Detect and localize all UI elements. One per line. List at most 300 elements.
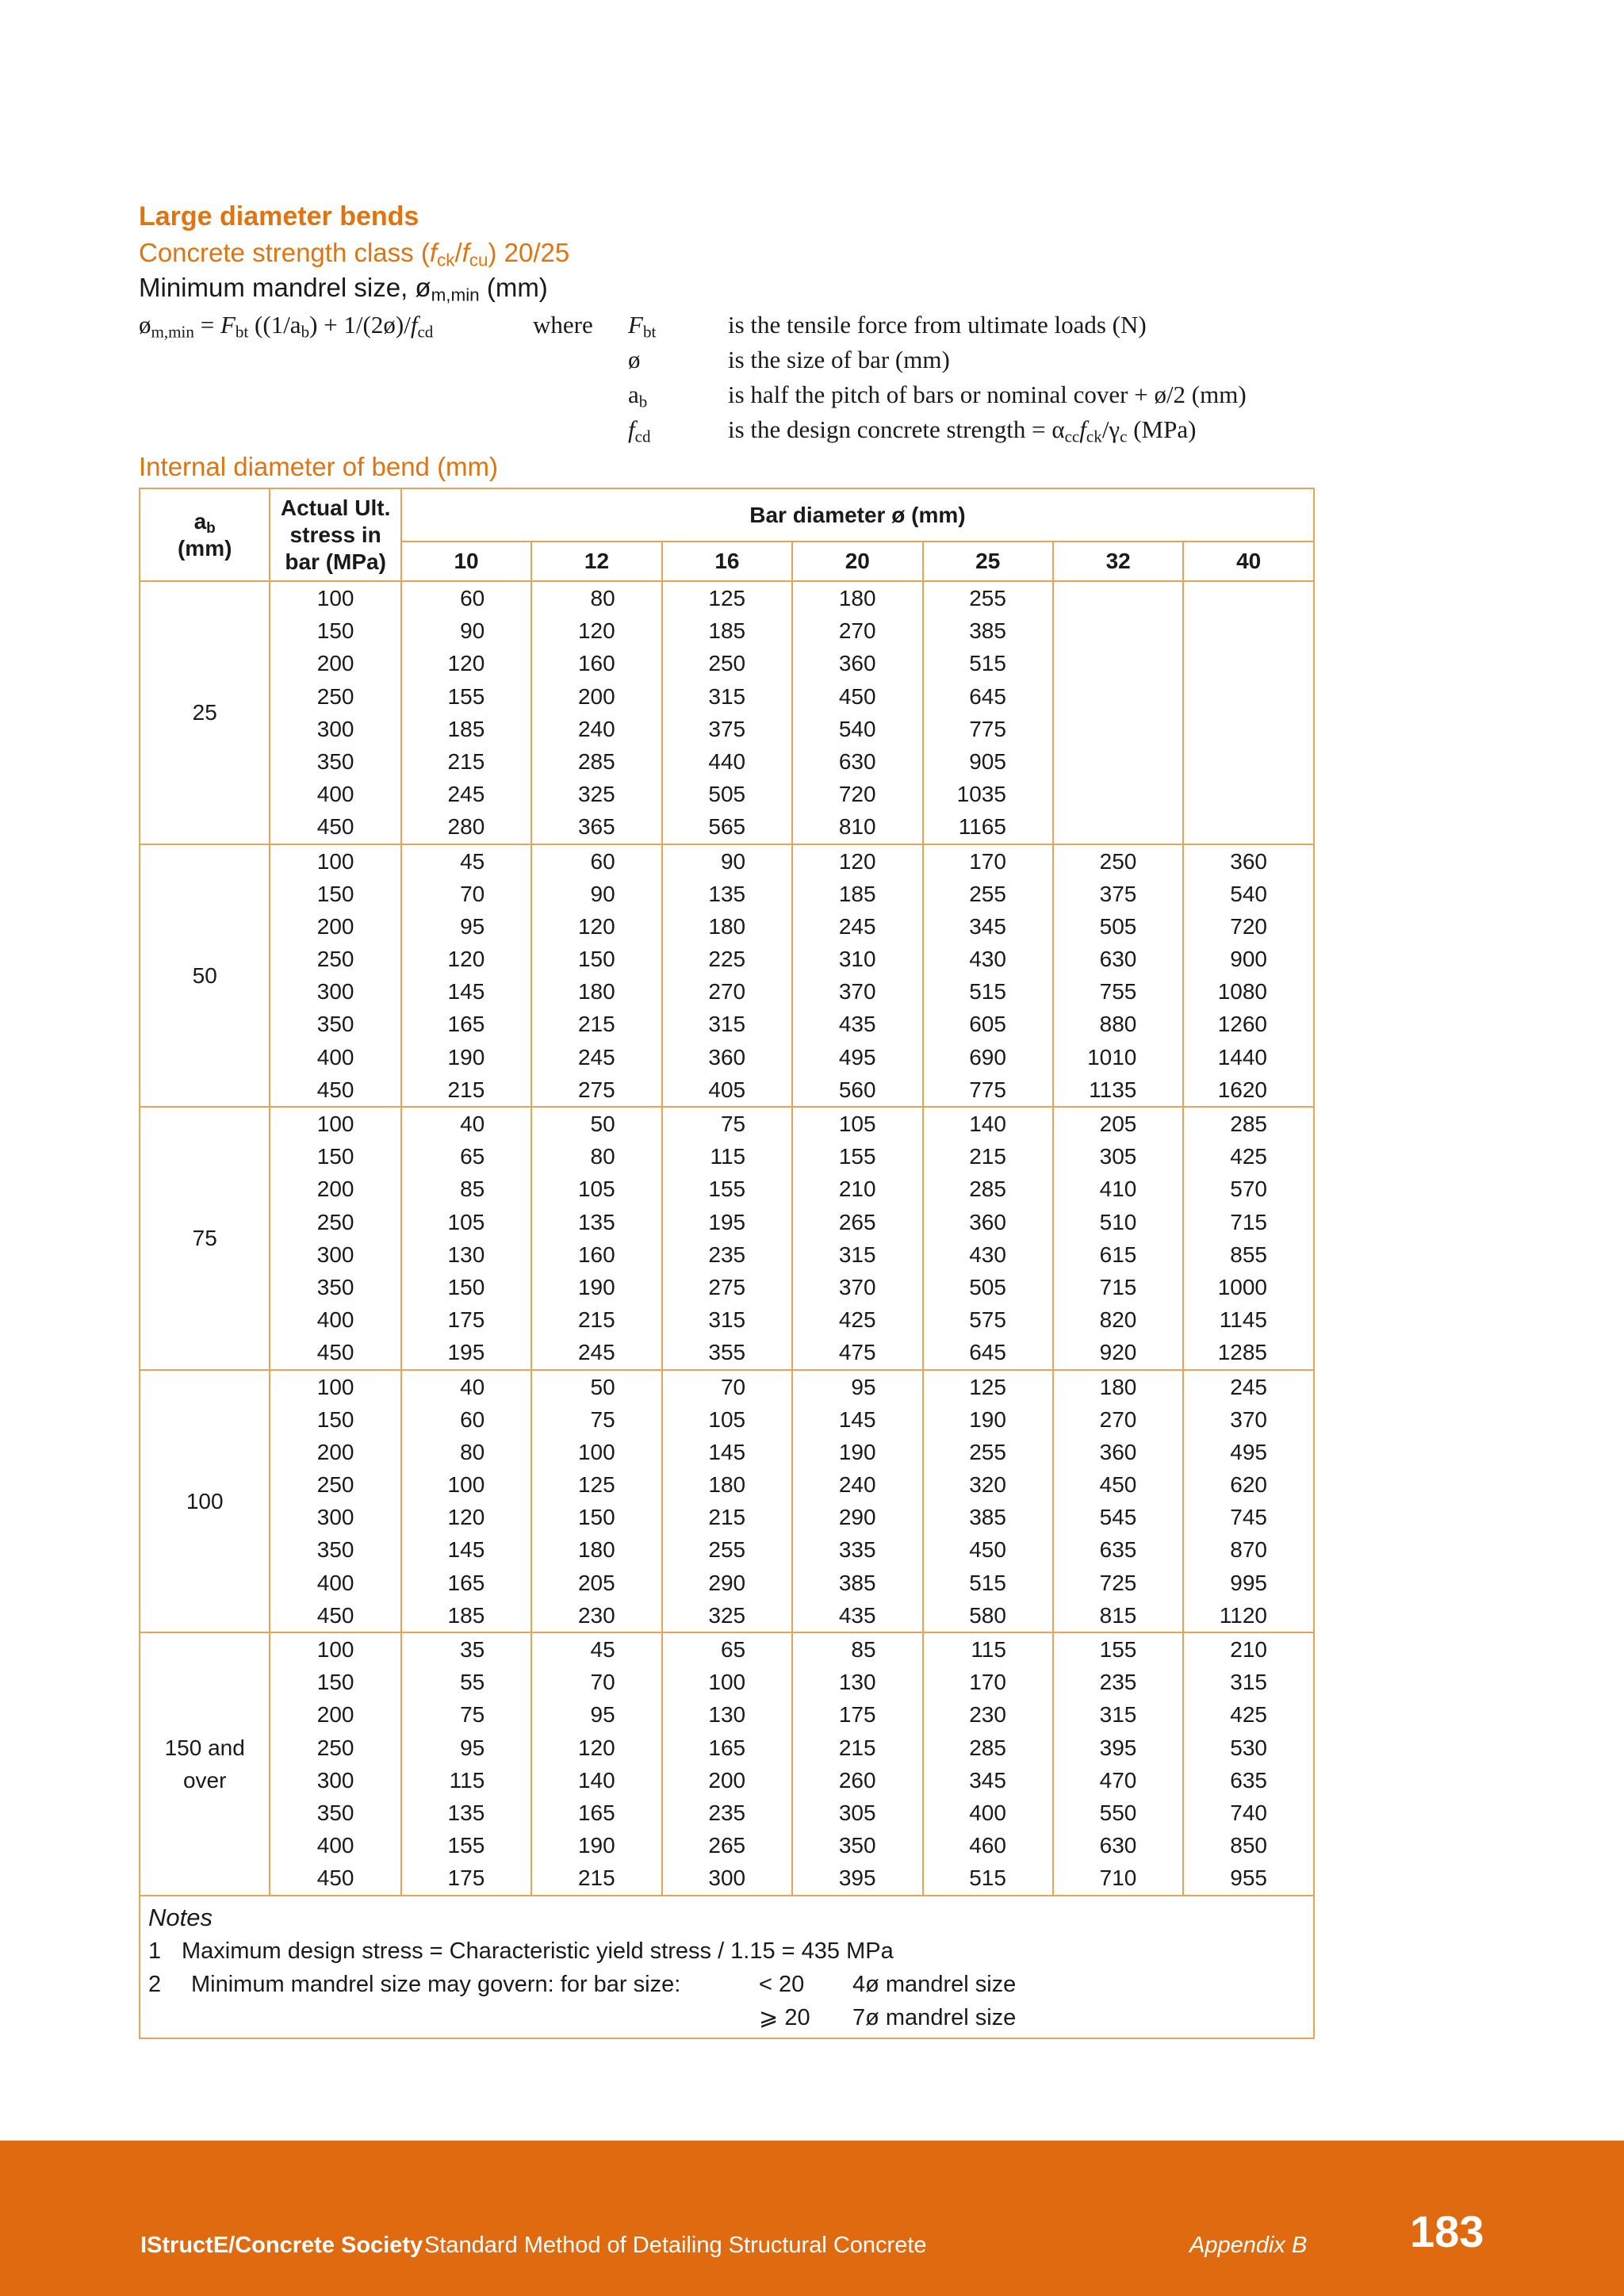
bend-values-cell xyxy=(401,1107,531,1370)
footer-org: IStructE/Concrete Society xyxy=(140,2233,423,2258)
stress-value: 400 xyxy=(316,1570,354,1595)
bend-value: 515 xyxy=(969,651,1006,676)
stress-value: 450 xyxy=(316,1340,354,1365)
bend-values-cell xyxy=(923,1632,1053,1896)
stress-value: 450 xyxy=(316,1866,354,1891)
bend-value: 60 xyxy=(460,1406,485,1432)
bend-value: 360 xyxy=(969,1209,1006,1234)
bend-value: 425 xyxy=(1230,1144,1267,1169)
bend-value: 140 xyxy=(969,1112,1006,1136)
note-2-cond2: ⩾ 20 xyxy=(759,2004,810,2030)
note-2-continued xyxy=(148,2001,1305,2034)
bend-value: 245 xyxy=(577,1340,615,1365)
stress-value: 450 xyxy=(316,1077,354,1102)
bend-value: 245 xyxy=(447,782,485,807)
bend-value: 285 xyxy=(1230,1112,1267,1136)
bend-value: 325 xyxy=(577,782,615,807)
group-ab-cell xyxy=(140,1107,270,1370)
bend-value: 470 xyxy=(1099,1767,1137,1793)
bend-value: 255 xyxy=(969,586,1006,610)
bend-value: 155 xyxy=(447,1833,485,1858)
bend-value: 315 xyxy=(1099,1702,1137,1728)
mandrel-formula xyxy=(139,311,434,342)
def-text-ab: is half the pitch of bars or nominal cover + ø/2 (mm) xyxy=(728,381,1247,408)
bend-value: 145 xyxy=(708,1439,746,1464)
mandrel-title-pre: Minimum mandrel size, ø xyxy=(139,273,431,302)
bend-value: 40 xyxy=(460,1112,485,1136)
def-text-sub2: ck xyxy=(1086,427,1102,446)
bend-value: 240 xyxy=(838,1472,876,1498)
bend-value: 120 xyxy=(577,913,615,939)
bend-value: 155 xyxy=(1099,1637,1137,1662)
header-ab-letter: a xyxy=(193,508,207,534)
bend-value: 260 xyxy=(838,1767,876,1793)
header-ab xyxy=(140,488,270,581)
stress-value: 300 xyxy=(316,1505,354,1530)
bend-value: 405 xyxy=(708,1077,746,1102)
bend-value: 315 xyxy=(838,1242,876,1267)
bend-value xyxy=(1184,582,1313,614)
bend-value: 1120 xyxy=(1219,1602,1267,1628)
bend-value: 370 xyxy=(838,979,876,1004)
bend-value: 360 xyxy=(1099,1439,1137,1464)
bend-values-cell xyxy=(1183,1107,1314,1370)
table-row xyxy=(140,844,1314,1108)
formula-F-sub: bt xyxy=(235,322,249,342)
bend-value: 215 xyxy=(969,1144,1006,1169)
bend-value: 375 xyxy=(1099,881,1137,906)
bend-value: 545 xyxy=(1099,1505,1137,1530)
bend-value: 460 xyxy=(969,1833,1006,1858)
bend-value: 140 xyxy=(577,1767,615,1793)
def-text-f: f xyxy=(1079,415,1086,443)
mandrel-size-title xyxy=(139,273,548,303)
bend-value: 65 xyxy=(460,1144,485,1169)
stress-value: 100 xyxy=(316,848,354,874)
bend-value: 315 xyxy=(708,1012,746,1037)
bend-value xyxy=(1184,614,1313,647)
bend-value xyxy=(1054,745,1182,778)
bend-values-cell xyxy=(531,1632,661,1896)
bend-value: 155 xyxy=(447,683,485,709)
bend-value: 630 xyxy=(1099,947,1137,972)
bend-value: 230 xyxy=(969,1702,1006,1728)
def-text-bar: is the size of bar (mm) xyxy=(728,346,950,373)
bend-value: 300 xyxy=(708,1866,746,1891)
bend-value: 130 xyxy=(447,1242,485,1267)
formula-f-sub: cd xyxy=(417,322,434,342)
bend-value: 630 xyxy=(1099,1833,1137,1858)
bend-value: 775 xyxy=(969,1077,1006,1102)
bend-value: 505 xyxy=(969,1274,1006,1299)
bend-value: 955 xyxy=(1230,1866,1267,1891)
bend-values-cell xyxy=(662,581,792,844)
def-text-end: (MPa) xyxy=(1127,415,1197,443)
bend-value: 185 xyxy=(447,1602,485,1628)
bend-value: 505 xyxy=(1099,913,1137,939)
bend-values-cell xyxy=(1053,1107,1183,1370)
bend-value: 130 xyxy=(838,1670,876,1695)
bend-value: 515 xyxy=(969,1570,1006,1595)
bend-value: 150 xyxy=(447,1274,485,1299)
note-2-text: Minimum mandrel size may govern: for bar size: xyxy=(191,1971,681,1997)
bend-value: 720 xyxy=(1230,913,1267,939)
stress-value: 350 xyxy=(316,1274,354,1299)
bend-values-cell xyxy=(401,581,531,844)
bend-value: 215 xyxy=(838,1735,876,1760)
bend-value: 310 xyxy=(838,947,876,972)
bend-diameter-table xyxy=(139,488,1315,2039)
stress-value: 300 xyxy=(316,716,354,741)
bend-value: 125 xyxy=(969,1374,1006,1399)
bend-value: 75 xyxy=(590,1406,615,1432)
header-ab-unit: (mm) xyxy=(177,535,232,561)
bend-value: 195 xyxy=(708,1209,746,1234)
bend-value: 530 xyxy=(1230,1735,1267,1760)
note-2-res2: 7ø mandrel size xyxy=(852,2004,1017,2030)
bend-value: 190 xyxy=(969,1406,1006,1432)
section-heading: Large diameter bends xyxy=(139,201,419,232)
bend-value: 1620 xyxy=(1217,1077,1267,1102)
bend-value: 185 xyxy=(447,716,485,741)
bend-value: 105 xyxy=(708,1406,746,1432)
bend-value: 215 xyxy=(577,1866,615,1891)
bend-values-cell xyxy=(1183,581,1314,844)
bend-value: 180 xyxy=(708,913,746,939)
bend-value: 575 xyxy=(969,1307,1006,1333)
stress-cell xyxy=(270,1632,400,1896)
bend-values-cell xyxy=(1183,844,1314,1108)
bend-value: 170 xyxy=(969,848,1006,874)
bend-values-cell xyxy=(662,1107,792,1370)
bend-value: 95 xyxy=(851,1374,876,1399)
bend-value: 715 xyxy=(1230,1209,1267,1234)
bend-value: 215 xyxy=(447,748,485,774)
bend-value: 245 xyxy=(838,913,876,939)
stress-value: 300 xyxy=(316,1242,354,1267)
header-bar-diameter: Bar diameter ø (mm) xyxy=(401,488,1314,541)
stress-value: 400 xyxy=(316,1307,354,1333)
bend-values-cell xyxy=(401,844,531,1108)
bend-value xyxy=(1054,810,1182,843)
bend-value: 270 xyxy=(708,979,746,1004)
bend-value: 370 xyxy=(1230,1406,1267,1432)
bend-value: 145 xyxy=(447,1537,485,1563)
def-symbol-fbt xyxy=(628,311,657,342)
bend-value: 1165 xyxy=(958,814,1006,840)
def-sym-sub-3: cd xyxy=(634,427,651,446)
table-row xyxy=(140,1370,1314,1633)
formula-eq: = xyxy=(193,311,220,339)
bend-value: 215 xyxy=(708,1505,746,1530)
bend-value: 120 xyxy=(447,947,485,972)
bend-value: 810 xyxy=(838,814,876,840)
bend-value: 80 xyxy=(460,1439,485,1464)
bend-value: 105 xyxy=(838,1112,876,1136)
bend-value: 1000 xyxy=(1217,1274,1267,1299)
bend-value: 1010 xyxy=(1087,1044,1137,1070)
group-ab-label: 150 and xyxy=(164,1735,245,1760)
bend-value: 175 xyxy=(838,1702,876,1728)
bend-value: 855 xyxy=(1230,1242,1267,1267)
bend-value: 815 xyxy=(1099,1602,1137,1628)
bend-value: 515 xyxy=(969,1866,1006,1891)
bend-value: 180 xyxy=(577,979,615,1004)
bend-value: 120 xyxy=(577,618,615,644)
bend-value: 150 xyxy=(577,1505,615,1530)
mandrel-title-sub: m,min xyxy=(431,285,480,305)
header-ab-sub: b xyxy=(206,519,216,537)
stress-value: 200 xyxy=(316,651,354,676)
stress-value: 250 xyxy=(316,947,354,972)
formula-mid1: ((1/a xyxy=(248,311,301,339)
bend-value: 70 xyxy=(590,1670,615,1695)
formula-block xyxy=(139,309,1328,452)
bend-value: 270 xyxy=(838,618,876,644)
bend-value: 55 xyxy=(460,1670,485,1695)
bend-value: 85 xyxy=(460,1177,485,1202)
bend-values-cell xyxy=(923,1107,1053,1370)
bend-value: 40 xyxy=(460,1374,485,1399)
bend-value: 1145 xyxy=(1219,1307,1267,1333)
def-symbol-ab xyxy=(628,381,647,409)
bend-value: 210 xyxy=(838,1177,876,1202)
bend-value: 715 xyxy=(1099,1274,1137,1299)
formula-lhs-sub: m,min xyxy=(151,322,194,342)
stress-value: 300 xyxy=(316,979,354,1004)
header-bar-5: 32 xyxy=(1053,541,1183,581)
bend-value: 160 xyxy=(577,651,615,676)
bend-value: 740 xyxy=(1230,1800,1267,1825)
bend-value: 995 xyxy=(1230,1570,1267,1595)
subheading-slash: / xyxy=(454,238,462,267)
subheading-s2: cu xyxy=(469,250,488,270)
bend-value: 90 xyxy=(590,881,615,906)
bend-value: 225 xyxy=(708,947,746,972)
bend-value: 60 xyxy=(590,848,615,874)
bend-value: 235 xyxy=(1099,1670,1137,1695)
bend-value: 180 xyxy=(708,1472,746,1498)
bend-values-cell xyxy=(923,844,1053,1108)
subheading-post: ) 20/25 xyxy=(488,238,570,267)
bend-value: 265 xyxy=(708,1833,746,1858)
stress-value: 400 xyxy=(316,1833,354,1858)
group-ab-label: 75 xyxy=(192,1226,217,1251)
stress-cell xyxy=(270,844,400,1108)
group-ab-label: 100 xyxy=(186,1488,224,1513)
bend-value xyxy=(1054,778,1182,810)
bend-value: 620 xyxy=(1230,1472,1267,1498)
bend-value: 155 xyxy=(708,1177,746,1202)
bend-value: 245 xyxy=(1230,1374,1267,1399)
bend-value: 215 xyxy=(577,1012,615,1037)
bend-value: 95 xyxy=(460,913,485,939)
header-bar-4: 25 xyxy=(923,541,1053,581)
stress-cell xyxy=(270,581,400,844)
bend-value xyxy=(1184,778,1313,810)
bend-values-cell xyxy=(662,1632,792,1896)
bend-value: 190 xyxy=(577,1274,615,1299)
bend-value: 205 xyxy=(577,1570,615,1595)
bend-value xyxy=(1184,810,1313,843)
bend-values-cell xyxy=(531,1107,661,1370)
bend-value: 275 xyxy=(577,1077,615,1102)
bend-value: 880 xyxy=(1099,1012,1137,1037)
bend-values-cell xyxy=(923,581,1053,844)
stress-value: 200 xyxy=(316,1177,354,1202)
bend-value: 900 xyxy=(1230,947,1267,972)
note-1 xyxy=(148,1934,1305,1968)
bend-value: 255 xyxy=(708,1537,746,1563)
bend-value: 75 xyxy=(460,1702,485,1728)
stress-value: 150 xyxy=(316,881,354,906)
bend-value: 360 xyxy=(1230,848,1267,874)
bend-value: 180 xyxy=(838,586,876,610)
def-text-fbt: is the tensile force from ultimate loads (N) xyxy=(728,311,1147,339)
bend-value: 425 xyxy=(838,1307,876,1333)
bend-value: 120 xyxy=(577,1735,615,1760)
bend-value: 725 xyxy=(1099,1570,1137,1595)
bend-value: 45 xyxy=(590,1637,615,1662)
subheading-f2: f xyxy=(462,238,469,267)
def-text-3: is the design concrete strength = α xyxy=(728,415,1065,443)
bend-value xyxy=(1184,745,1313,778)
bend-value: 45 xyxy=(460,848,485,874)
note-2 xyxy=(148,1968,1305,2001)
bend-value: 70 xyxy=(460,881,485,906)
bend-value: 540 xyxy=(1230,881,1267,906)
bend-value: 290 xyxy=(708,1570,746,1595)
bend-value: 745 xyxy=(1230,1505,1267,1530)
stress-value: 200 xyxy=(316,1439,354,1464)
bend-values-cell xyxy=(1183,1632,1314,1896)
header-stress-line2: stress in xyxy=(289,522,381,547)
bend-value: 1080 xyxy=(1217,979,1267,1004)
stress-value: 250 xyxy=(316,1472,354,1498)
header-stress-line1: Actual Ult. xyxy=(280,495,391,520)
bend-value: 190 xyxy=(838,1439,876,1464)
stress-value: 350 xyxy=(316,1537,354,1563)
bend-value: 395 xyxy=(838,1866,876,1891)
bend-value: 205 xyxy=(1099,1112,1137,1136)
stress-value: 450 xyxy=(316,1602,354,1628)
bend-value: 175 xyxy=(447,1866,485,1891)
stress-value: 100 xyxy=(316,1112,354,1136)
formula-lhs: ø xyxy=(139,311,151,339)
bend-value: 645 xyxy=(969,683,1006,709)
bend-values-cell xyxy=(531,581,661,844)
bend-value: 755 xyxy=(1099,979,1137,1004)
bend-value: 165 xyxy=(447,1012,485,1037)
bend-value: 165 xyxy=(577,1800,615,1825)
bend-value: 1260 xyxy=(1217,1012,1267,1037)
bend-value: 775 xyxy=(969,716,1006,741)
bend-value: 400 xyxy=(969,1800,1006,1825)
formula-F: F xyxy=(220,311,236,339)
def-text-mid: /γ xyxy=(1101,415,1120,443)
bend-value: 375 xyxy=(708,716,746,741)
header-bar-3: 20 xyxy=(792,541,922,581)
note-2-res1: 4ø mandrel size xyxy=(852,1971,1017,1997)
bend-value: 280 xyxy=(447,814,485,840)
bend-value: 160 xyxy=(577,1242,615,1267)
stress-value: 150 xyxy=(316,618,354,644)
stress-value: 150 xyxy=(316,1406,354,1432)
bend-value: 245 xyxy=(577,1044,615,1070)
bend-value: 495 xyxy=(838,1044,876,1070)
bend-value: 145 xyxy=(447,979,485,1004)
stress-cell xyxy=(270,1370,400,1633)
bend-value: 65 xyxy=(720,1637,746,1662)
bend-value: 870 xyxy=(1230,1537,1267,1563)
bend-value: 510 xyxy=(1099,1209,1137,1234)
note-2-num: 2 xyxy=(148,1971,162,1997)
bend-values-cell xyxy=(792,1370,922,1633)
bend-value xyxy=(1184,713,1313,745)
bend-value: 580 xyxy=(969,1602,1006,1628)
bend-value: 550 xyxy=(1099,1800,1137,1825)
bend-value: 60 xyxy=(460,586,485,610)
bend-value: 275 xyxy=(708,1274,746,1299)
bend-value: 1285 xyxy=(1217,1340,1267,1365)
bend-values-cell xyxy=(792,844,922,1108)
bend-value: 345 xyxy=(969,1767,1006,1793)
table-title: Internal diameter of bend (mm) xyxy=(139,452,499,481)
stress-value: 100 xyxy=(316,1637,354,1662)
notes-cell xyxy=(140,1896,1314,2038)
bend-values-cell xyxy=(531,1370,661,1633)
stress-value: 150 xyxy=(316,1144,354,1169)
def-text-sub1: cc xyxy=(1064,427,1080,446)
bend-value: 265 xyxy=(838,1209,876,1234)
bend-value: 95 xyxy=(590,1702,615,1728)
bend-value: 435 xyxy=(838,1602,876,1628)
def-sym-0: F xyxy=(628,311,643,339)
bend-value: 920 xyxy=(1099,1340,1137,1365)
def-symbol-bar xyxy=(628,346,641,374)
bend-value: 710 xyxy=(1099,1866,1137,1891)
table-body xyxy=(140,581,1314,1896)
bend-value: 100 xyxy=(708,1670,746,1695)
bend-value: 90 xyxy=(460,618,485,644)
bend-value: 540 xyxy=(838,716,876,741)
def-sym-3: f xyxy=(628,415,635,443)
bend-values-cell xyxy=(792,1632,922,1896)
bend-value: 410 xyxy=(1099,1177,1137,1202)
bend-value: 100 xyxy=(447,1472,485,1498)
bend-value: 175 xyxy=(447,1307,485,1333)
bend-value xyxy=(1054,582,1182,614)
bend-value: 560 xyxy=(838,1077,876,1102)
bend-value: 385 xyxy=(969,618,1006,644)
def-symbol-fcd xyxy=(628,415,651,444)
bend-value: 120 xyxy=(447,1505,485,1530)
header-stress xyxy=(270,488,400,581)
bend-value: 475 xyxy=(838,1340,876,1365)
bend-value: 200 xyxy=(708,1767,746,1793)
formula-where: where xyxy=(533,311,593,339)
stress-value: 300 xyxy=(316,1767,354,1793)
bend-value: 635 xyxy=(1230,1767,1267,1793)
stress-cell xyxy=(270,1107,400,1370)
bend-value: 195 xyxy=(447,1340,485,1365)
stress-value: 450 xyxy=(316,814,354,840)
bend-value: 135 xyxy=(577,1209,615,1234)
bend-value: 80 xyxy=(590,1144,615,1169)
bend-value: 305 xyxy=(1099,1144,1137,1169)
bend-value: 50 xyxy=(590,1374,615,1399)
stress-value: 200 xyxy=(316,1702,354,1728)
